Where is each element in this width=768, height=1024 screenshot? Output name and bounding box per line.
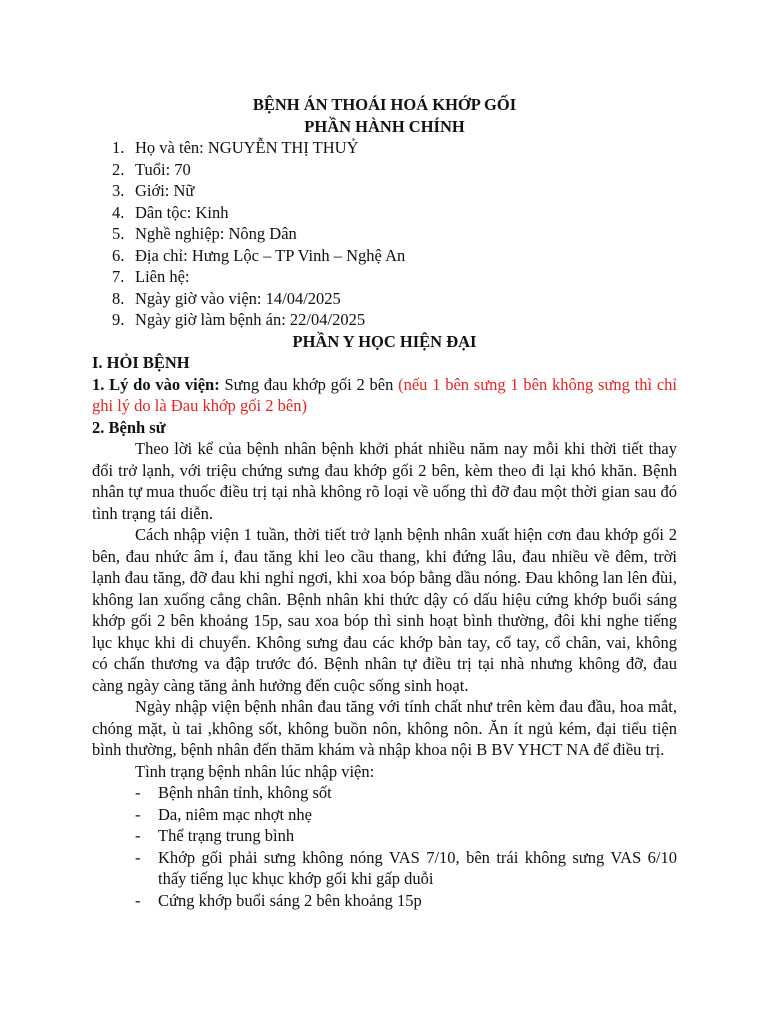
status-item xyxy=(92,847,677,890)
status-item-text: Da, niêm mạc nhợt nhẹ xyxy=(158,804,312,824)
admin-item-number: 8. xyxy=(112,288,125,308)
admin-heading: PHẦN HÀNH CHÍNH xyxy=(304,116,465,136)
admin-item-text: Ngày giờ làm bệnh án: 22/04/2025 xyxy=(135,310,366,329)
status-item-text: Thể trạng trung bình xyxy=(158,826,295,845)
admin-item xyxy=(92,288,677,310)
reason-text: Sưng đau khớp gối 2 bên xyxy=(219,374,399,394)
history-paragraph: Ngày nhập viện bệnh nhân đau tăng với tính chất như trên kèm đau đầu, hoa mắt, chóng mặt, ù tai ,không sốt, không buồn nôn, không nôn. Ăn ít ngủ kém, đại tiểu tiện bình thường, bệnh nhân đến thăm khám và nhập khoa nội B BV YHCT NA để điều trị. xyxy=(92,697,677,759)
status-item xyxy=(92,782,677,804)
document-content xyxy=(92,94,677,911)
history-paragraph: Theo lời kể của bệnh nhân bệnh khởi phát nhiều năm nay mỗi khi thời tiết thay đổi trở lạnh, với triệu chứng sưng đau khớp gối 2 bên, kèm theo đi lại khó khăn. Bệnh nhân tự mua thuốc điều trị tại nhà không rõ loại về uống thì đỡ đau một thời gian sau đó tình trạng tái diễn. xyxy=(92,439,677,523)
admin-item-text: Giới: Nữ xyxy=(135,181,195,200)
admin-item-number: 2. xyxy=(112,159,125,179)
admin-list xyxy=(92,137,677,331)
admin-item-number: 9. xyxy=(112,310,125,329)
section-history-taking: I. HỎI BỆNH xyxy=(92,353,190,372)
history-paragraph: Cách nhập viện 1 tuần, thời tiết trở lạnh bệnh nhân xuất hiện cơn đau khớp gối 2 bên, đau nhức âm ỉ, đau tăng khi leo cầu thang, khi đứng lâu, đau nhiều về đêm, trời lạnh đau tăng, đỡ đau khi nghỉ ngơi, khi xoa bóp bằng dầu nóng. Đau không lan lên đùi, không lan xuống cẳng chân. Bệnh nhân khi thức dậy có dấu hiệu cứng khớp buổi sáng khớp gối 2 bên khoảng 15p, sau xoa bóp thì sinh hoạt bình thường, đôi khi nghe tiếng lục khục khi di chuyển. Không sưng đau các khớp bàn tay, cổ tay, cổ chân, vai, không có chấn thương va đập trước đó. Bệnh nhân tự điều trị tại nhà nhưng không đỡ, đau càng ngày càng tăng ảnh hưởng đến cuộc sống sinh hoạt. xyxy=(92,525,677,695)
admin-item-number: 7. xyxy=(112,267,125,286)
document-title: BỆNH ÁN THOÁI HOÁ KHỚP GỐI xyxy=(252,95,517,114)
reason-note: (nếu 1 bên sưng 1 bên không sưng thì chỉ ghi lý do là Đau khớp gối 2 bên) xyxy=(92,374,677,415)
status-item xyxy=(92,804,677,826)
admin-item-number: 3. xyxy=(112,181,125,200)
reason-for-admission xyxy=(92,374,677,417)
dash-bullet: - xyxy=(135,847,141,867)
admin-item-text: Địa chỉ: Hưng Lộc – TP Vinh – Nghệ An xyxy=(135,245,406,265)
dash-bullet: - xyxy=(135,890,141,910)
status-item-text: Bệnh nhân tỉnh, không sốt xyxy=(158,783,332,802)
history-label: 2. Bệnh sử xyxy=(92,417,166,437)
admin-item xyxy=(92,180,677,202)
admin-item-number: 5. xyxy=(112,224,125,243)
status-item-text: Khớp gối phải sưng không nóng VAS 7/10, bên trái không sưng VAS 6/10 thấy tiếng lục khục khớp gối khi gấp duỗi xyxy=(158,847,677,888)
modern-medicine-heading: PHẦN Y HỌC HIỆN ĐẠI xyxy=(292,331,477,351)
admin-item-text: Nghề nghiệp: Nông Dân xyxy=(135,224,297,243)
admin-item xyxy=(92,137,677,159)
admin-item-number: 4. xyxy=(112,202,125,222)
dash-bullet: - xyxy=(135,783,141,802)
admin-item-text: Họ và tên: NGUYỄN THỊ THUỶ xyxy=(135,138,359,157)
admission-status-list xyxy=(92,782,677,911)
admin-item-text: Ngày giờ vào viện: 14/04/2025 xyxy=(135,288,341,308)
admin-item-number: 6. xyxy=(112,245,125,265)
status-item xyxy=(92,825,677,847)
admin-item-text: Dân tộc: Kinh xyxy=(135,202,229,222)
admin-item-number: 1. xyxy=(112,138,125,157)
admin-item xyxy=(92,159,677,181)
admin-item xyxy=(92,202,677,224)
admin-item-text: Tuổi: 70 xyxy=(135,159,191,179)
admission-status-label: Tình trạng bệnh nhân lúc nhập viện: xyxy=(135,761,375,781)
admin-item xyxy=(92,309,677,331)
admin-item xyxy=(92,245,677,267)
admin-item-text: Liên hệ: xyxy=(135,267,190,286)
admin-item xyxy=(92,223,677,245)
admin-item xyxy=(92,266,677,288)
status-item xyxy=(92,890,677,912)
status-item-text: Cứng khớp buổi sáng 2 bên khoảng 15p xyxy=(158,890,422,910)
dash-bullet: - xyxy=(135,826,141,845)
reason-label: 1. Lý do vào viện: xyxy=(92,374,220,394)
dash-bullet: - xyxy=(135,804,141,824)
